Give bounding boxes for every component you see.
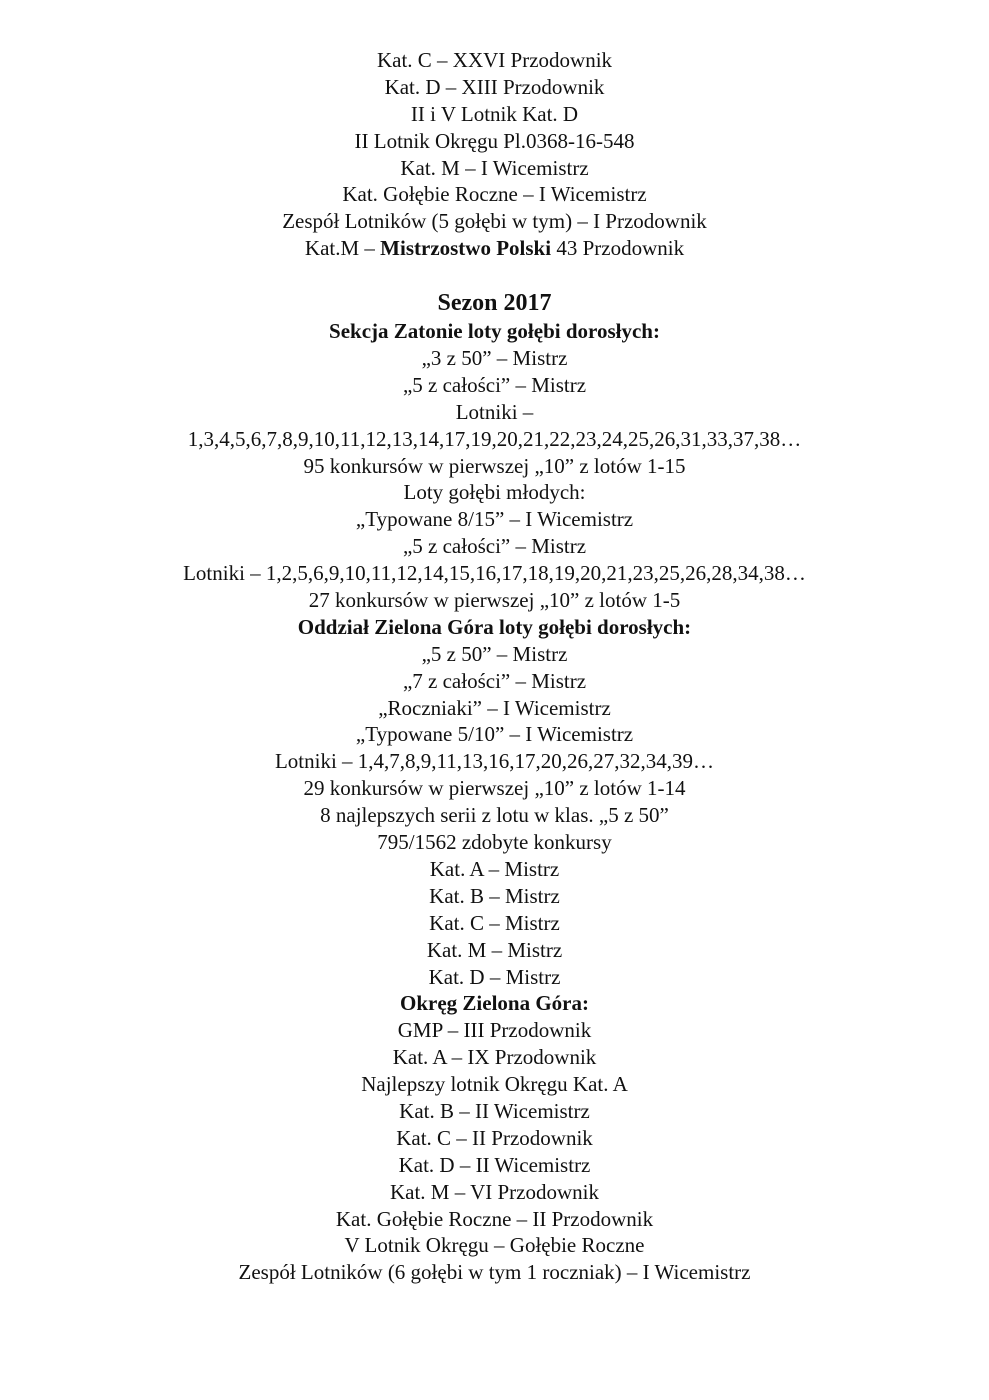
result-line: Kat. D – Mistrz — [428, 964, 561, 989]
okreg-section — [0, 990, 989, 1286]
result-line: Kat. M – VI Przodownik — [389, 1179, 599, 1204]
result-line: „3 z 50” – Mistrz — [421, 346, 568, 371]
oddzial-heading: Oddział Zielona Góra loty gołębi dorosłych: — [297, 614, 692, 639]
result-line: „5 z całości” – Mistrz — [402, 534, 587, 559]
result-line: Kat. C – XXVI Przodownik — [376, 48, 613, 72]
result-line: 27 konkursów w pierwszej „10” z lotów 1-5 — [308, 588, 681, 613]
mistrzostwo-polski-line — [0, 235, 989, 262]
result-line: Lotniki – — [455, 399, 534, 424]
result-line: Kat. M – I Wicemistrz — [400, 155, 589, 180]
sekcja-section — [0, 318, 989, 614]
result-line: Kat. Gołębie Roczne – I Wicemistrz — [342, 182, 647, 207]
section-gap — [0, 262, 989, 288]
result-line: 8 najlepszych serii z lotu w klas. „5 z 50” — [320, 803, 669, 828]
mistrzostwo-suffix: 43 Przodownik — [551, 236, 685, 261]
result-line: „5 z całości” – Mistrz — [402, 372, 587, 397]
result-line: „5 z 50” – Mistrz — [421, 641, 568, 666]
result-line: GMP – III Przodownik — [397, 1018, 592, 1043]
okreg-heading: Okręg Zielona Góra: — [400, 991, 589, 1016]
result-line: Kat. B – II Wicemistrz — [399, 1098, 590, 1123]
season-title: Sezon 2017 — [437, 290, 552, 317]
result-line: Kat. B – Mistrz — [429, 883, 560, 908]
result-line: II i V Lotnik Kat. D — [410, 101, 579, 126]
result-line: Kat. Gołębie Roczne – II Przodownik — [335, 1206, 654, 1231]
result-line: Kat. D – XIII Przodownik — [384, 74, 605, 99]
result-line: „7 z całości” – Mistrz — [402, 668, 587, 693]
result-line: 1,3,4,5,6,7,8,9,10,11,12,13,14,17,19,20,21,22,23,24,25,26,31,33,37,38… — [187, 426, 802, 451]
mistrzostwo-prefix: Kat.M – — [304, 236, 381, 261]
result-line: 95 konkursów w pierwszej „10” z lotów 1-15 — [303, 453, 686, 478]
young-pigeons-heading: Loty gołębi młodych: — [403, 480, 586, 505]
result-line: Najlepszy lotnik Okręgu Kat. A — [361, 1072, 628, 1097]
result-line: Kat. A – IX Przodownik — [392, 1045, 597, 1070]
result-line: II Lotnik Okręgu Pl.0368-16-548 — [354, 128, 635, 153]
result-line: 29 konkursów w pierwszej „10” z lotów 1-14 — [303, 776, 686, 801]
result-line: Kat. A – Mistrz — [429, 856, 560, 881]
result-line: V Lotnik Okręgu – Gołębie Roczne — [344, 1233, 645, 1258]
result-line: Lotniki – 1,4,7,8,9,11,13,16,17,20,26,27,32,34,39… — [274, 749, 715, 774]
result-line: Zespół Lotników (6 gołębi w tym 1 roczniak) – I Wicemistrz — [238, 1260, 751, 1285]
result-line: „Roczniaki” – I Wicemistrz — [378, 695, 611, 720]
result-line: Kat. C – II Przodownik — [396, 1125, 593, 1150]
result-line: Kat. M – Mistrz — [426, 937, 563, 962]
result-line: Kat. C – Mistrz — [429, 910, 560, 935]
mistrzostwo-bold: Mistrzostwo Polski — [380, 236, 552, 261]
previous-season-results — [0, 47, 989, 262]
oddzial-section — [0, 614, 989, 990]
result-line: „Typowane 8/15” – I Wicemistrz — [355, 507, 634, 532]
result-line: Lotniki – 1,2,5,6,9,10,11,12,14,15,16,17,18,19,20,21,23,25,26,28,34,38… — [183, 561, 806, 586]
result-line: Kat. D – II Wicemistrz — [398, 1152, 591, 1177]
result-line: 795/1562 zdobyte konkursy — [377, 830, 612, 855]
sekcja-heading: Sekcja Zatonie loty gołębi dorosłych: — [329, 319, 660, 344]
result-line: „Typowane 5/10” – I Wicemistrz — [355, 722, 634, 747]
document-page — [0, 47, 989, 1286]
result-line: Zespół Lotników (5 gołębi w tym) – I Przodownik — [282, 209, 707, 234]
